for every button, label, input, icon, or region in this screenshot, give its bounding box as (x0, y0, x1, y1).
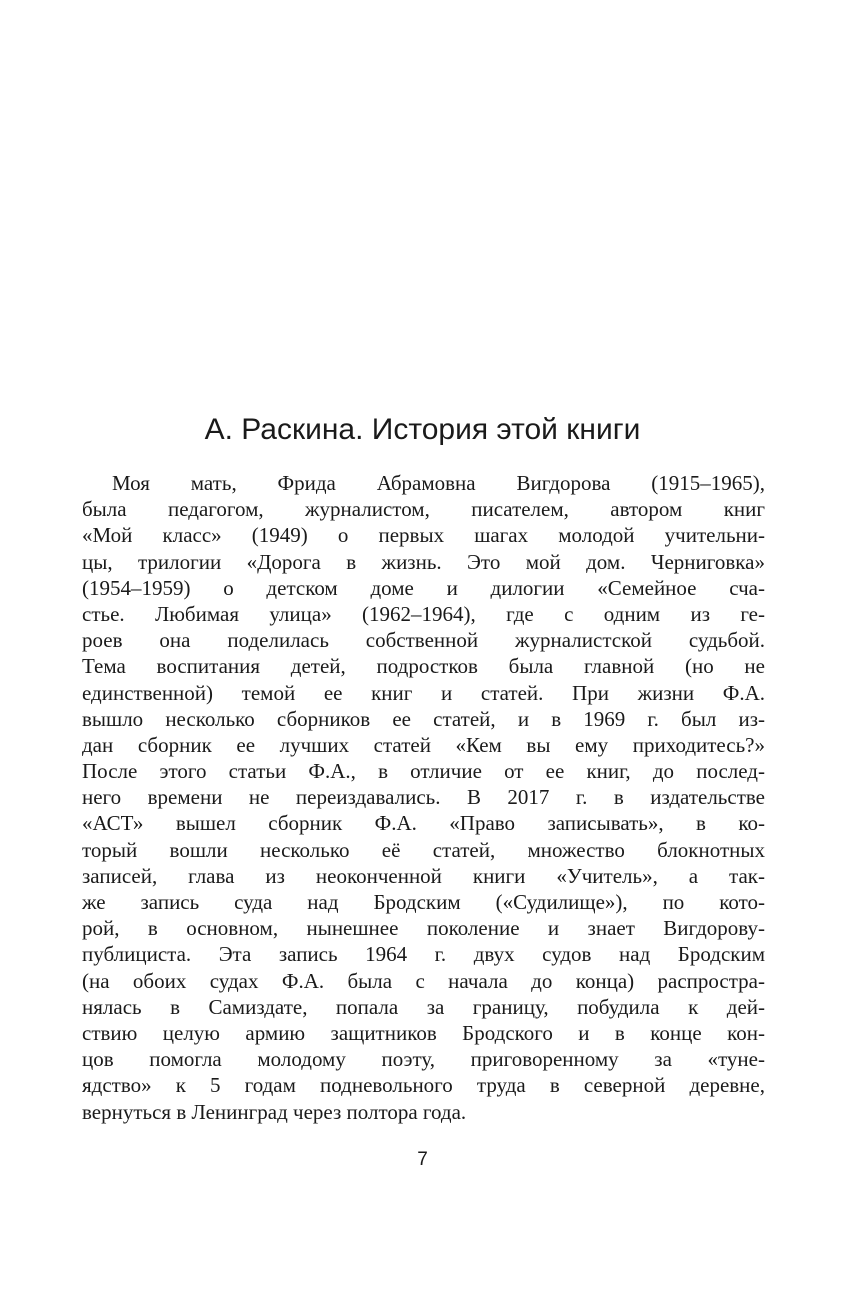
text-line: единственной) темой ее книг и статей. При жизни Ф.А. (82, 680, 765, 705)
text-line: дан сборник ее лучших статей «Кем вы ему приходитесь?» (82, 732, 765, 757)
text-line: (1954–1959) о детском доме и дилогии «Семейное сча- (82, 575, 765, 600)
text-line: (на обоих судах Ф.А. была с начала до конца) распростра- (82, 968, 765, 993)
text-line: цов помогла молодому поэту, приговоренному за «туне- (82, 1047, 765, 1072)
body-paragraph (82, 470, 765, 1125)
text-line: стье. Любимая улица» (1962–1964), где с одним из ге- (82, 601, 765, 626)
text-line: роев она поделилась собственной журналистской судьбой. (82, 628, 765, 653)
text-line: цы, трилогии «Дорога в жизнь. Это мой дом. Черниговка» (82, 549, 765, 574)
text-line: публициста. Эта запись 1964 г. двух судов над Бродским (82, 942, 765, 967)
text-line: него времени не переиздавались. В 2017 г. в издательстве (82, 785, 765, 810)
text-line: «Мой класс» (1949) о первых шагах молодой учительни- (82, 523, 765, 548)
text-line: записей, глава из неоконченной книги «Учитель», а так- (82, 863, 765, 888)
text-line: же запись суда над Бродским («Судилище»), по кото- (82, 890, 765, 914)
text-line: вышло несколько сборников ее статей, и в 1969 г. был из- (82, 706, 765, 731)
chapter-title: А. Раскина. История этой книги (204, 413, 641, 446)
text-line: ствию целую армию защитников Бродского и в конце кон- (82, 1020, 765, 1045)
text-line: торый вошли несколько её статей, множество блокнотных (82, 837, 765, 862)
page-number: 7 (417, 1149, 428, 1170)
text-line: нялась в Самиздате, попала за границу, побудила к дей- (82, 994, 765, 1019)
text-line: «АСТ» вышел сборник Ф.А. «Право записывать», в ко- (82, 811, 765, 836)
text-line: вернуться в Ленинград через полтора года. (82, 1099, 467, 1124)
text-line: рой, в основном, нынешнее поколение и знает Вигдорову- (82, 916, 765, 941)
text-line: ядство» к 5 годам подневольного труда в северной деревне, (82, 1073, 765, 1098)
text-line: Моя мать, Фрида Абрамовна Вигдорова (1915–1965), (112, 471, 765, 495)
text-line: После этого статьи Ф.А., в отличие от ее книг, до послед- (82, 759, 765, 784)
text-line: Тема воспитания детей, подростков была главной (но не (82, 654, 765, 679)
text-line: была педагогом, журналистом, писателем, автором книг (82, 497, 765, 522)
